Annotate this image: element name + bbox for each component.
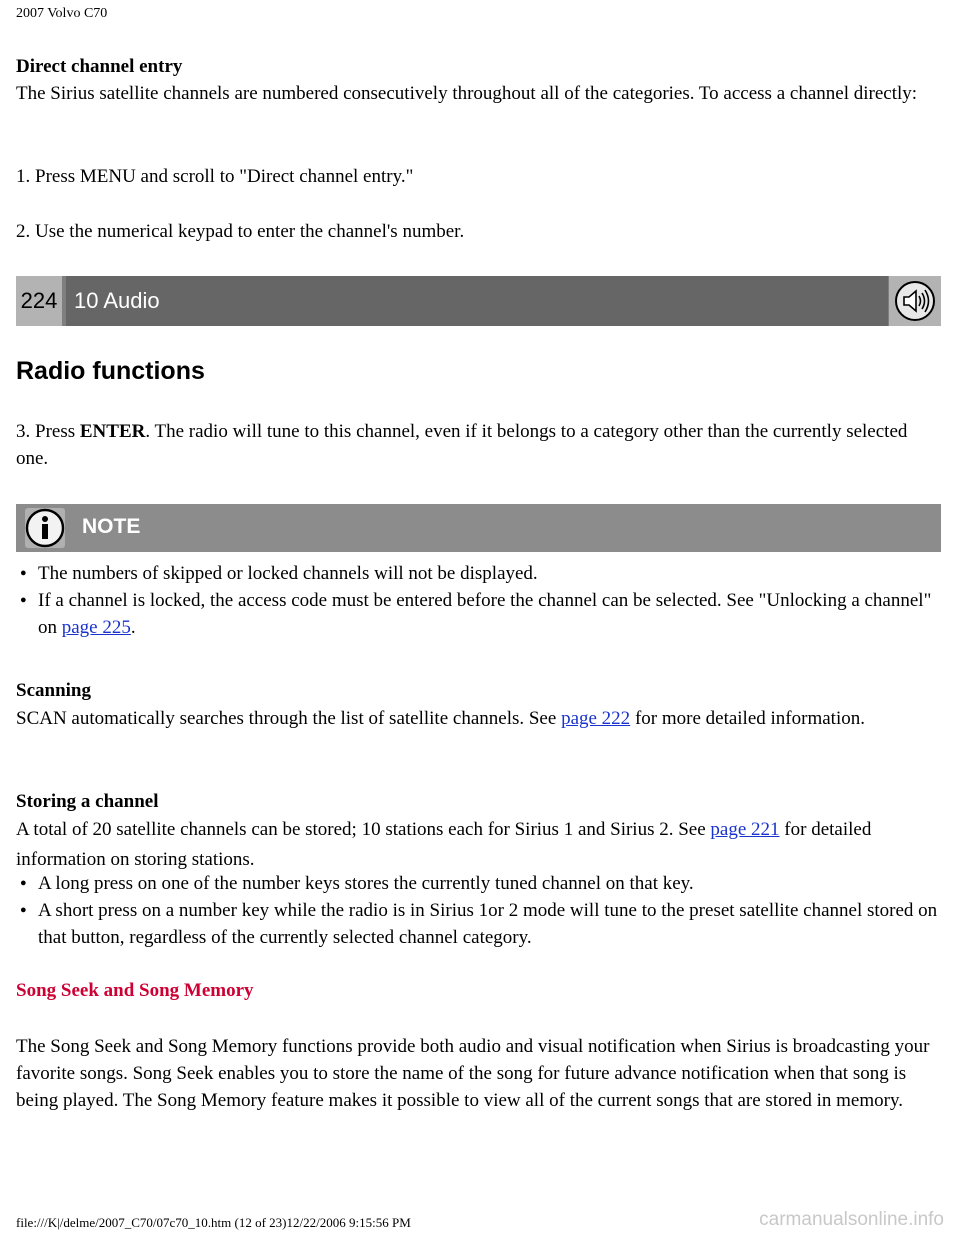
- watermark: carmanualsonline.info: [759, 1209, 944, 1230]
- page-222-link[interactable]: page 222: [561, 708, 631, 729]
- page-bar: [16, 276, 941, 326]
- chapter-title: 10 Audio: [66, 276, 888, 326]
- storing-bullet-1: [16, 870, 940, 897]
- step-3-text: . The radio will tune to this channel, even if it belongs to a category other than the currently selected one.: [16, 421, 908, 469]
- speaker-icon-box: [889, 276, 941, 326]
- note-label: NOTE: [82, 515, 141, 538]
- note-item-1-text: The numbers of skipped or locked channels will not be displayed.: [38, 563, 538, 584]
- footer-path: file:///K|/delme/2007_C70/07c70_10.htm (12 of 23)12/22/2006 9:15:56 PM: [16, 1215, 411, 1230]
- document-header: 2007 Volvo C70: [16, 6, 108, 21]
- page-number: 224: [16, 276, 62, 326]
- storing-bullet-2: [16, 897, 940, 951]
- storing-bullet-2-text: A short press on a number key while the radio is in Sirius 1or 2 mode will tune to the preset satellite channel stored on that button, regardless of the currently selected channel category.: [38, 900, 938, 948]
- speaker-icon: [894, 280, 936, 322]
- note-item-2: [16, 587, 940, 641]
- direct-entry-section: [16, 53, 940, 107]
- storing-text: [16, 815, 940, 875]
- storing-bullet-1-text: A long press on one of the number keys stores the currently tuned channel on that key.: [38, 873, 694, 894]
- note-item-1: [16, 560, 940, 587]
- step-2: 2. Use the numerical keypad to enter the channel's number.: [16, 221, 465, 242]
- note-bar: [16, 504, 941, 552]
- direct-entry-heading: Direct channel entry: [16, 56, 183, 77]
- scanning-text: [16, 704, 940, 734]
- storing-text-end: for detailed information on storing stations.: [16, 819, 872, 870]
- song-seek-text: The Song Seek and Song Memory functions provide both audio and visual notification when Sirius is broadcasting your favorite songs. Song Seek enables you to store the name of the song for future advance notification when that song is being played. The Song Memory feature makes it possible to view all of the current songs that are stored in memory.: [16, 1036, 930, 1111]
- scanning-heading: Scanning: [16, 680, 91, 701]
- enter-key-label: ENTER: [79, 421, 146, 442]
- page-221-link[interactable]: page 221: [710, 819, 780, 840]
- scanning-section: [16, 677, 940, 734]
- song-seek-heading: Song Seek and Song Memory: [16, 980, 254, 1001]
- page-225-link[interactable]: page 225: [61, 617, 131, 638]
- scanning-text-end: for more detailed information.: [630, 708, 865, 729]
- storing-list: [16, 870, 940, 951]
- storing-section: [16, 788, 940, 875]
- info-icon: [24, 507, 66, 549]
- note-list: [16, 560, 940, 641]
- scanning-text-start: SCAN automatically searches through the list of satellite channels. See: [16, 708, 562, 729]
- direct-entry-intro: The Sirius satellite channels are numbered consecutively throughout all of the categories. To access a channel directly:: [16, 83, 918, 104]
- note-item-2-end: .: [130, 617, 136, 638]
- step-1: 1. Press MENU and scroll to "Direct channel entry.": [16, 166, 414, 187]
- storing-text-start: A total of 20 satellite channels can be stored; 10 stations each for Sirius 1 and Sirius 2. See: [16, 819, 711, 840]
- step-3-prefix: 3. Press: [16, 421, 80, 442]
- step-3: [16, 418, 940, 472]
- storing-heading: Storing a channel: [16, 791, 159, 812]
- section-title: Radio functions: [16, 357, 205, 385]
- note-item-2-text: If a channel is locked, the access code must be entered before the channel can be selected. See "Unlocking a channel" on: [38, 590, 932, 638]
